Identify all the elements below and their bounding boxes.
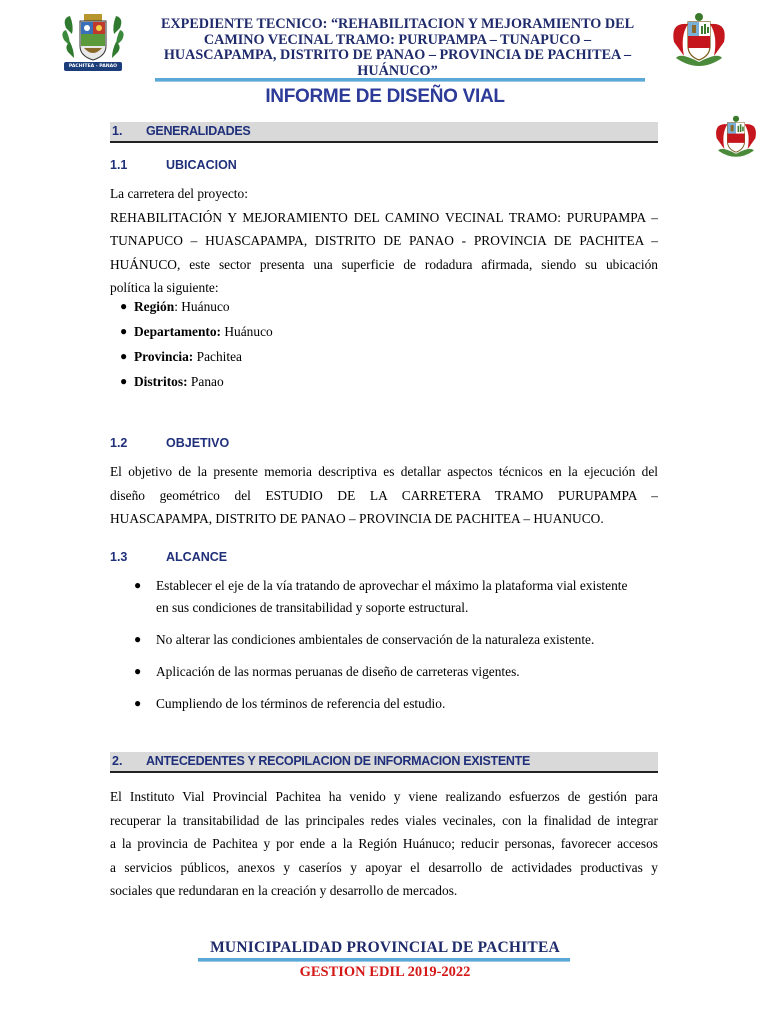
bullet-icon: ● — [120, 349, 128, 363]
document-header-title — [150, 17, 645, 79]
paragraph-line: HUÁNUCO, este sector presenta una superficie de rodadura afirmada, siendo su ubicación — [110, 256, 658, 272]
item-value: Huánuco — [224, 324, 273, 339]
paragraph-line: sociales que redundaran en la creación y desarrollo de mercados. — [110, 883, 458, 899]
paragraph-line: a la provincia de Pachitea y por ende a la Región Huánuco; reducir personas, favorecer accesos — [110, 836, 658, 852]
ubicacion-paragraph — [110, 182, 658, 300]
item-value: Panao — [190, 374, 224, 389]
list-item — [120, 299, 230, 315]
list-item — [120, 324, 273, 340]
item-label: Provincia: — [134, 349, 194, 364]
paragraph-line: diseño geométrico del ESTUDIO DE LA CARRETERA TRAMO PURUPAMPA – — [110, 487, 658, 503]
report-title: INFORME DE DISEÑO VIAL — [265, 86, 505, 107]
header-title-line: CAMINO VECINAL TRAMO: PURUPAMPA – TUNAPUCO – — [203, 31, 592, 48]
section-heading-generalidades — [110, 122, 658, 143]
logo-left-caption: PACHITEA - PANAO — [68, 64, 118, 69]
header-divider — [155, 78, 645, 82]
bullet-icon: ● — [134, 578, 142, 592]
municipal-crest-logo — [60, 12, 126, 74]
list-item-continuation — [156, 600, 468, 616]
item-text: en sus condiciones de transitabilidad y soporte estructural. — [156, 600, 469, 615]
subsection-title: UBICACION — [166, 158, 237, 172]
subsection-title: OBJETIVO — [166, 436, 230, 450]
item-value: Huánuco — [181, 299, 230, 314]
peru-coat-of-arms-icon — [712, 112, 760, 166]
paragraph-line: política la siguiente: — [110, 280, 219, 296]
peru-coat-of-arms-small-logo — [712, 112, 760, 166]
bullet-icon: ● — [120, 324, 128, 338]
section-title: GENERALIDADES — [146, 124, 251, 138]
bullet-icon: ● — [120, 299, 128, 313]
paragraph-line: HUASCAPAMPA, DISTRITO DE PANAO – PROVINCIA DE PACHITEA – HUANUCO. — [110, 511, 604, 527]
bullet-icon: ● — [134, 632, 142, 646]
paragraph-line: TUNAPUCO – HUASCAPAMPA, DISTRITO DE PANAO - PROVINCIA DE PACHITEA – — [110, 233, 658, 249]
paragraph-line: a servicios públicos, anexos y caseríos y apoyar el desarrollo de actividades productivas y — [110, 859, 658, 875]
item-text: No alterar las condiciones ambientales de conservación de la naturaleza existente. — [156, 632, 595, 647]
list-item — [134, 696, 446, 712]
paragraph-line: El Instituto Vial Provincial Pachitea ha venido y viene realizando esfuerzos de gestión para — [110, 789, 658, 804]
footer-organization: MUNICIPALIDAD PROVINCIAL DE PACHITEA — [210, 939, 560, 956]
header-title-line: EXPEDIENTE TECNICO: “REHABILITACION Y MEJORAMIENTO DEL — [160, 16, 635, 32]
section-number: 1. — [112, 124, 123, 138]
bullet-icon: ● — [134, 696, 142, 710]
bullet-icon: ● — [120, 374, 128, 388]
item-label: Distritos: — [134, 374, 188, 389]
subsection-title: ALCANCE — [166, 550, 228, 564]
item-text: Cumpliendo de los términos de referencia del estudio. — [156, 696, 446, 711]
antecedentes-paragraph — [110, 785, 658, 903]
objetivo-paragraph — [110, 460, 658, 531]
list-item — [134, 632, 595, 648]
paragraph-line: El objetivo de la presente memoria descriptiva es detallar aspectos técnicos en la ejecución del — [110, 464, 658, 479]
item-label: Departamento: — [134, 324, 222, 339]
section-number: 2. — [112, 754, 123, 768]
section-title: ANTECEDENTES Y RECOPILACION DE INFORMACION EXISTENTE — [146, 754, 530, 768]
list-item — [120, 374, 224, 390]
paragraph-line: REHABILITACIÓN Y MEJORAMIENTO DEL CAMINO VECINAL TRAMO: PURUPAMPA – — [110, 209, 658, 225]
footer-divider — [198, 958, 570, 962]
subsection-number: 1.1 — [110, 158, 128, 172]
item-text: Aplicación de las normas peruanas de diseño de carreteras vigentes. — [156, 664, 520, 679]
footer-period: GESTION EDIL 2019-2022 — [299, 964, 471, 980]
peru-coat-of-arms-logo — [668, 12, 730, 74]
list-item — [134, 664, 520, 680]
item-value: Pachitea — [196, 349, 242, 364]
list-item — [134, 578, 628, 594]
peru-coat-of-arms-icon — [668, 12, 730, 74]
paragraph-line: recuperar la transitabilidad de las principales redes viales vecinales, con la finalidad de integrar — [110, 812, 658, 828]
section-heading-antecedentes — [110, 752, 658, 773]
paragraph-line: La carretera del proyecto: — [110, 186, 248, 201]
subsection-number: 1.3 — [110, 550, 128, 564]
header-title-line: HUASCAPAMPA, DISTRITO DE PANAO – PROVINCIA DE PACHITEA – — [163, 47, 632, 63]
bullet-icon: ● — [134, 664, 142, 678]
item-separator: : — [174, 299, 182, 314]
subsection-number: 1.2 — [110, 436, 128, 450]
list-item — [120, 349, 242, 365]
header-title-line: HUÁNUCO” — [357, 62, 438, 79]
item-label: Región — [134, 299, 175, 314]
item-text: Establecer el eje de la vía tratando de aprovechar el máximo la plataforma vial existente — [156, 578, 628, 593]
